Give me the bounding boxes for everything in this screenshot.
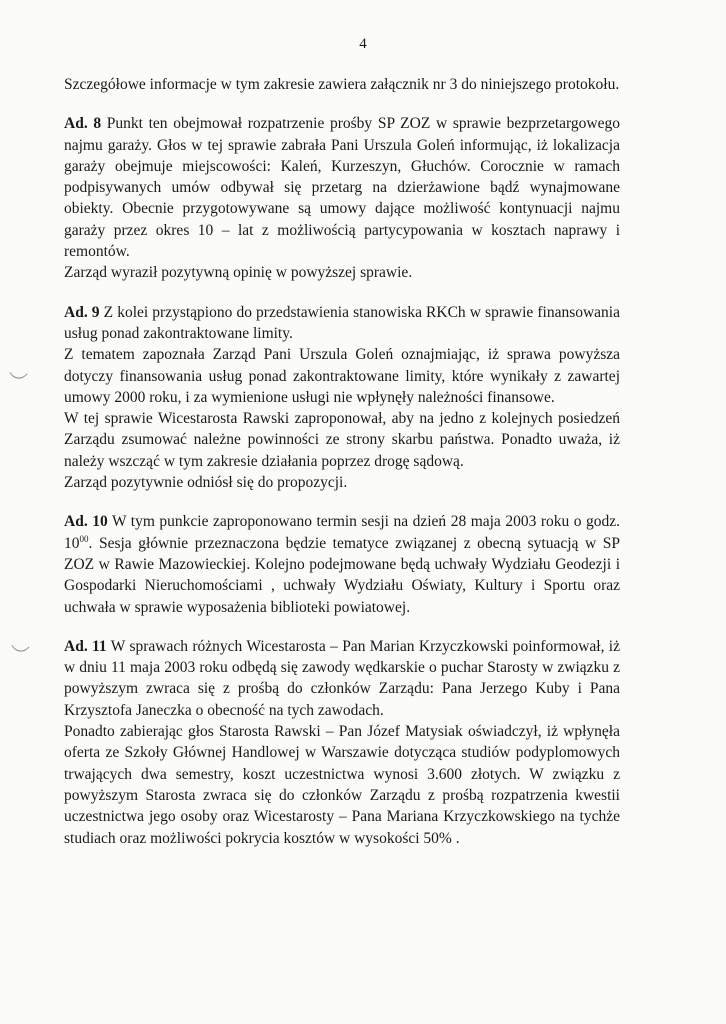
section-ad-11 xyxy=(64,636,620,849)
paragraph: W tej sprawie Wicestarosta Rawski zaproponował, aby na jedno z kolejnych posiedzeń Zarządu zsumować należne powinności ze strony skarbu państwa. Ponadto uważa, iż należy wszcząć w tym zakresie działania poprzez drogę sądową. xyxy=(64,410,620,470)
paragraph-text: W tym punkcie zaproponowano termin sesji na dzień 28 maja 2003 roku o godz. 10 xyxy=(64,513,620,552)
paragraph: Z tematem zapoznała Zarząd Pani Urszula Goleń oznajmiając, iż sprawa powyższa dotyczy finansowania usług ponad zakontraktowane limity, które wynikały z zawartej umowy 2000 roku, i za wymienione usługi nie wpłynęły należności finansowe. xyxy=(64,346,620,406)
paragraph-text: W sprawach różnych Wicestarosta – Pan Marian Krzyczkowski poinformował, iż w dniu 11 maja 2003 roku odbędą się zawody wędkarskie o puchar Starosty w związku z powyższym zwraca się z prośbą do członków Zarządu: Pana Jerzego Kuby i Pana Krzysztofa Janeczka o obecność na tych zawodach. xyxy=(64,637,620,719)
paragraph xyxy=(64,302,620,345)
section-label: Ad. 11 xyxy=(64,637,107,655)
paragraph xyxy=(64,113,620,262)
section-ad-9 xyxy=(64,302,620,494)
section-ad-8 xyxy=(64,113,620,283)
document-body xyxy=(64,74,620,867)
paragraph-text: Z kolei przystąpiono do przedstawienia stanowiska RKCh w sprawie finansowania usług ponad zakontraktowane limity. xyxy=(64,303,620,342)
section-ad-10 xyxy=(64,511,620,617)
time-superscript: 00 xyxy=(79,533,89,544)
paragraph: Zarząd wyraził pozytywną opinię w powyższej sprawie. xyxy=(64,264,413,282)
paragraph-text: Punkt ten obejmował rozpatrzenie prośby SP ZOZ w sprawie bezprzetargowego najmu garaży. Głos w tej sprawie zabrała Pani Urszula Goleń informując, iż lokalizacja garaży obejmuje miejscowości: Kaleń, Kurzeszyn, Głuchów. Corocznie w ramach podpisywanych umów odbywał się przetarg na dzierżawione bądź wynajmowane obiekty. Obecnie przygotowywane są umowy dające możliwość kontynuacji najmu garaży przez okres 10 – lat z możliwością partycypowania w kosztach naprawy i remontów. xyxy=(64,115,621,261)
section-label: Ad. 10 xyxy=(64,513,108,531)
section-intro xyxy=(64,74,620,95)
paragraph: Szczegółowe informacje w tym zakresie zawiera załącznik nr 3 do niniejszego protokołu. xyxy=(64,76,620,93)
paragraph: Zarząd pozytywnie odniósł się do propozycji. xyxy=(64,474,348,492)
paragraph-text: . Sesja głównie przeznaczona będzie tematyce związanej z obecną sytuacją w SP ZOZ w Rawie Mazowieckiej. Kolejno podejmowane będą uchwały Wydziału Geodezji i Gospodarki Nieruchomościami , uchwały Wydziału Oświaty, Kultury i Sportu oraz uchwała w sprawie wyposażenia biblioteki powiatowej. xyxy=(64,534,620,616)
section-label: Ad. 9 xyxy=(64,303,100,321)
paragraph xyxy=(64,511,620,617)
page-number: 4 xyxy=(359,36,367,52)
section-label: Ad. 8 xyxy=(64,115,102,133)
margin-pencil-mark xyxy=(9,364,27,382)
paragraph xyxy=(64,636,620,721)
paragraph: Ponadto zabierając głos Starosta Rawski – Pan Józef Matysiak oświadczył, iż wpłynęła oferta ze Szkoły Głównej Handlowej w Warszawie dotycząca studiów podyplomowych trwających dwa semestry, koszt uczestnictwa wynosi 3.600 złotych. W związku z powyższym Starosta zwraca się do członków Zarządu z prośbą rozpatrzenia kwestii uczestnictwa jego osoby oraz Wicestarosty – Pana Mariana Krzyczkowskiego na tychże studiach oraz możliwości pokrycia kosztów w wysokości 50% . xyxy=(64,723,620,847)
margin-pencil-mark xyxy=(11,637,29,655)
